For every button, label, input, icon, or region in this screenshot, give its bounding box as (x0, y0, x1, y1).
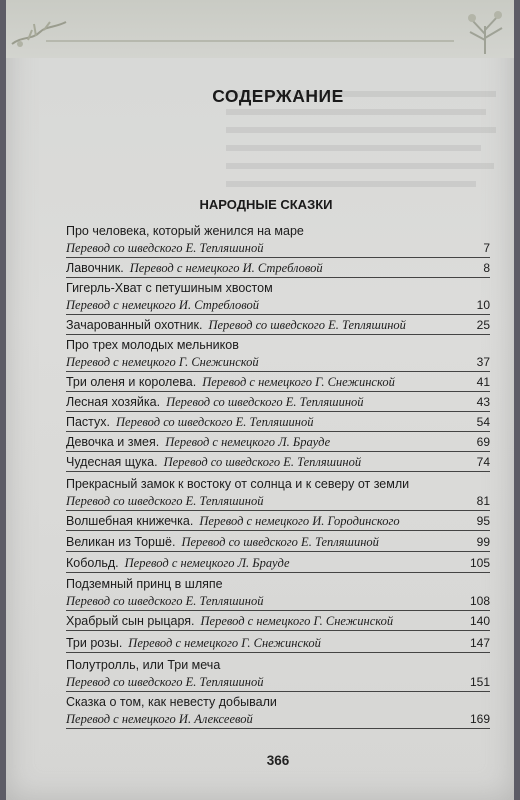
toc-entry[interactable] (66, 658, 490, 692)
entry-divider (66, 728, 490, 729)
toc-entry[interactable] (66, 535, 490, 552)
entry-divider (66, 510, 490, 511)
toc-entry[interactable] (66, 455, 490, 472)
entry-title: Храбрый сын рыцаря. (66, 614, 195, 628)
entry-title: Чудесная щука. (66, 455, 158, 469)
entry-page: 7 (483, 241, 490, 255)
entry-title: Прекрасный замок к востоку от солнца и к северу от земли (66, 477, 410, 491)
entry-divider (66, 277, 490, 278)
entry-translator: Перевод с немецкого И. Городинского (199, 514, 400, 528)
toc-entry[interactable] (66, 415, 490, 432)
entry-divider (66, 652, 490, 653)
entry-translator: Перевод со шведского Е. Тепляшиной (208, 318, 406, 332)
entry-translator: Перевод с немецкого Г. Снежинской (66, 355, 259, 369)
toc-entry[interactable] (66, 318, 490, 335)
toc-entry[interactable] (66, 577, 490, 611)
entry-page: 105 (469, 556, 490, 570)
entry-title: Про человека, который женился на маре (66, 224, 304, 238)
entry-page: 10 (476, 298, 490, 312)
entry-divider (66, 610, 490, 611)
entry-translator: Перевод со шведского Е. Тепляшиной (66, 241, 264, 255)
entry-title: Лесная хозяйка. (66, 395, 161, 409)
entry-title: Зачарованный охотник. (66, 318, 203, 332)
entry-divider (66, 630, 490, 631)
entry-title: Лавочник. (66, 261, 124, 275)
entry-page: 169 (469, 712, 490, 726)
entry-divider (66, 257, 490, 258)
toc-entry[interactable] (66, 338, 490, 372)
entry-divider (66, 431, 490, 432)
entry-title: Сказка о том, как невесту добывали (66, 695, 277, 709)
entry-divider (66, 371, 490, 372)
section-heading: НАРОДНЫЕ СКАЗКИ (199, 197, 333, 212)
entry-title: Девочка и змея. (66, 435, 160, 449)
toc-entry[interactable] (66, 435, 490, 452)
entry-title: Три розы. (66, 636, 123, 650)
toc-entry[interactable] (66, 695, 490, 729)
entry-translator: Перевод со шведского Е. Тепляшиной (163, 455, 362, 469)
entry-page: 147 (469, 636, 490, 650)
book-page (6, 0, 514, 800)
entry-title: Пастух. (66, 415, 111, 429)
entry-page: 95 (476, 514, 490, 528)
entry-title: Кобольд. (66, 556, 119, 570)
toc-entry[interactable] (66, 514, 490, 531)
toc-entry[interactable] (66, 224, 490, 258)
entry-translator: Перевод с немецкого И. Стребловой (66, 298, 259, 312)
entry-translator: Перевод с немецкого Г. Снежинской (202, 375, 395, 389)
header-rule (46, 40, 454, 42)
entry-divider (66, 411, 490, 412)
entry-title: Гигерль-Хват с петушиным хвостом (66, 281, 273, 295)
entry-translator: Перевод со шведского Е. Тепляшиной (166, 395, 364, 409)
entry-title: Полутролль, или Три меча (66, 658, 221, 672)
entry-title: Подземный принц в шляпе (66, 577, 223, 591)
entry-translator: Перевод со шведского Е. Тепляшиной (66, 675, 264, 689)
entry-title: Про трех молодых мельников (66, 338, 239, 352)
toc-entry[interactable] (66, 375, 490, 392)
toc-entry[interactable] (66, 281, 490, 315)
entry-page: 43 (476, 395, 490, 409)
entry-page: 69 (476, 435, 490, 449)
toc-entry[interactable] (66, 614, 490, 631)
entry-page: 140 (469, 614, 490, 628)
entry-divider (66, 471, 490, 472)
page-number: 366 (266, 753, 290, 768)
entry-translator: Перевод с немецкого И. Стребловой (129, 261, 323, 275)
page-title: СОДЕРЖАНИЕ (212, 86, 344, 106)
entry-translator: Перевод со шведского Е. Тепляшиной (66, 494, 264, 508)
toc-entry[interactable] (66, 636, 490, 653)
entry-page: 37 (476, 355, 490, 369)
entry-translator: Перевод с немецкого И. Алексеевой (66, 712, 253, 726)
entry-divider (66, 530, 490, 531)
entry-page: 41 (476, 375, 490, 389)
entry-translator: Перевод с немецкого Г. Снежинской (200, 614, 394, 628)
entry-page: 8 (483, 261, 490, 275)
entry-translator: Перевод со шведского Е. Тепляшиной (181, 535, 379, 549)
entry-translator: Перевод со шведского Е. Тепляшиной (116, 415, 314, 429)
entry-page: 81 (476, 494, 490, 508)
toc-entry[interactable] (66, 261, 490, 278)
entry-divider (66, 334, 490, 335)
page-header-decoration (6, 0, 514, 58)
toc-entry[interactable] (66, 395, 490, 412)
entry-page: 54 (476, 415, 490, 429)
entry-divider (66, 551, 490, 552)
entry-page: 25 (476, 318, 490, 332)
entry-divider (66, 314, 490, 315)
entry-page: 108 (469, 594, 490, 608)
entry-title: Волшебная книжечка. (66, 514, 194, 528)
entry-page: 99 (476, 535, 490, 549)
entry-divider (66, 691, 490, 692)
entry-translator: Перевод с немецкого Л. Брауде (165, 435, 331, 449)
toc-entry[interactable] (66, 477, 490, 511)
entry-title: Великан из Торшё. (66, 535, 176, 549)
entry-title: Три оленя и королева. (66, 375, 197, 389)
entry-translator: Перевод с немецкого Г. Снежинской (128, 636, 321, 650)
entry-divider (66, 572, 490, 573)
entry-page: 151 (469, 675, 490, 689)
left-ornament-icon (10, 14, 70, 54)
entry-translator: Перевод со шведского Е. Тепляшиной (66, 594, 264, 608)
entry-divider (66, 391, 490, 392)
toc-entry[interactable] (66, 556, 490, 573)
entry-divider (66, 451, 490, 452)
entry-page: 74 (476, 455, 490, 469)
entry-translator: Перевод с немецкого Л. Брауде (124, 556, 290, 570)
right-ornament-icon (460, 6, 510, 56)
